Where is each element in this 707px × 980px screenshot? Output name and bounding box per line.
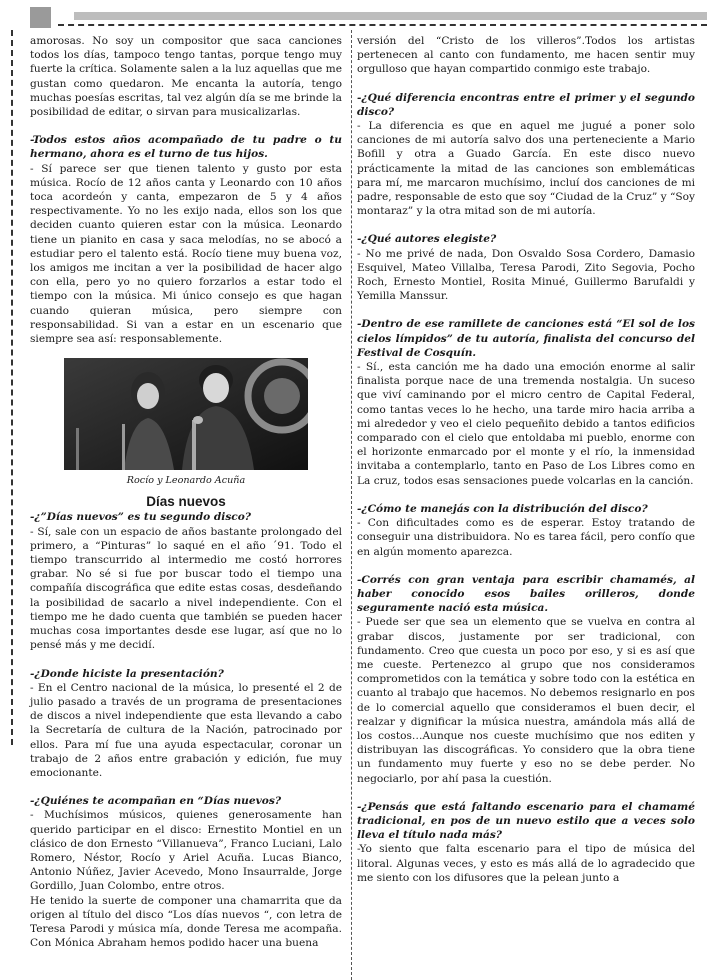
right-column bbox=[357, 34, 695, 885]
column-divider bbox=[351, 30, 352, 980]
body-paragraph: He tenido la suerte de componer una chamarrita que da origen al título del disco “Los días nuevos “, con letra de Teresa Parodi y música mía, donde Teresa me acompaña. Con Mónica Abraham hemos podido hacer una buena bbox=[30, 894, 342, 950]
body-paragraph: -Yo siento que falta escenario para el tipo de música del litoral. Algunas veces, y esto es más allá de lo agradecido que me siento con los difusores que la pelean junto a bbox=[357, 843, 695, 884]
left-dashed-rule bbox=[11, 30, 13, 745]
body-paragraph: - En el Centro nacional de la música, lo presenté el 2 de julio pasado a través de un programa de presentaciones de discos a nivel independiente que esta llevando a cabo la Secretaría de cultura de la Nación, patrocinado por ellos. Para mí fue una ayuda espectacular, coronar un trabajo de 2 años entre grabación y edición, fue muy emocionante. bbox=[30, 681, 342, 779]
body-paragraph: versión del “Cristo de los villeros”.Todos los artistas pertenecen al canto con fundamento, me hacen sentir muy orgulloso que hayan compartido conmigo este trabajo. bbox=[357, 35, 695, 76]
interview-question: -¿Qué diferencia encontras entre el primer y el segundo disco? bbox=[357, 91, 695, 118]
body-paragraph: - Sí, sale con un espacio de años bastante prolongado del primero, a “Pinturas” lo saqué en el año ´91. Todo el tiempo transcurrido al intermedio me costó horrores grabar. No sé si fue por buscar todo el tiempo una compañía discográfica que edite estas cosas, desdeñando la posibilidad de sacarlo a nivel independiente. Con el tiempo me he dado cuenta que también se pueden hacer muchas cosa importantes desde ese lugar, así que no lo pensé más y me decidí. bbox=[30, 525, 342, 652]
interview-question: -Dentro de ese ramillete de canciones está “El sol de los cielos límpidos” de tu autoría, finalista del concurso del Festival de Cosquín. bbox=[357, 318, 695, 359]
body-paragraph: amorosas. No soy un compositor que saca canciones todos los días, tampoco tengo tantas, porque tengo muy fuerte la crítica. Solamente salen a la luz aquellas que me gustan como quedaron. Me encanta la autoría, tengo muchas poesías escritas, tal vez algún día se me brinde la posibilidad de editar, o sirvan para musicalizarlas. bbox=[30, 35, 342, 119]
body-paragraph: - La diferencia es que en aquel me jugué a poner solo canciones de mi autoría salvo dos una perteneciente a Mario Bofill y otra a Guado García. En este disco nuevo prácticamente la mitad de las canciones son emblemáticas para mí, me marcaron muchísimo, incluí dos canciones de mi padre, responsable de esto que soy “Ciudad de la Cruz” y “Soy montaraz” y la otra mitad son de mi autoría. bbox=[357, 120, 696, 218]
photo-rocio-leonardo bbox=[64, 358, 308, 470]
body-paragraph: - Sí parece ser que tienen talento y gusto por esta música. Rocío de 12 años canta y Leonardo con 10 años toca acordeón y canta, empezaron de 5 y 4 años respectivamente. Yo no les exijo nada, ellos son los que deciden cuanto quieren estar con la música. Leonardo tiene un pianito en casa y saca melodías, no se abocó a estudiar pero el talento está. Rocío tiene muy buena voz, los amigos me incitan a ver la posibilidad de hacer algo con ella, pero yo no quiero forzarlos a estar todo el tiempo con la música. Mi único consejo es que hagan cuando quieran música, pero siempre con responsabilidad. Si van a estar en un escenario que siempre sea así: responsablemente. bbox=[30, 162, 342, 346]
left-column bbox=[30, 34, 342, 950]
body-paragraph: - Sí., esta canción me ha dado una emoción enorme al salir finalista porque nace de una tremenda nostalgia. Un suceso que viví caminando por el micro centro de Capital Federal, como tantas veces lo he hecho, una tarde miro hacia arriba a mi alrededor y veo el cielo pequeñito debido a tantos edificios comparado con el cielo que entoldaba mi pueblo, enorme con el horizonte enmarcado por el monte y el río, la inmensidad invitaba a contemplarlo, tanto en Paso de Los Libres como en La cruz, todos esas sensaciones puede volcarlas en la canción. bbox=[357, 361, 695, 487]
interview-question: -¿Qué autores elegiste? bbox=[357, 233, 497, 246]
body-paragraph: - Puede ser que sea un elemento que se vuelva en contra al grabar discos, justamente por ser tradicional, con fundamento. Creo que cuesta un poco por eso, y si es así que me cueste. Pertenezco al grupo que nos consideramos comprometidos con la temática y sobre todo con la estética en cuanto al trabajo que hacemos. No debemos resignarlo en pos de lo comercial aquello que consideramos el buen decir, el realzar y dignificar la música nuestra, amándola más allá de los costos…Aunque nos cueste muchísimo que nos editen y distribuyan las discográficas. Yo considero que la obra tiene un fundamento muy fuerte y eso no se debe perder. No negociarlo, por ahí pasa la cuestión. bbox=[357, 616, 695, 785]
header-dashed-rule bbox=[58, 24, 707, 26]
section-title: Días nuevos bbox=[146, 494, 226, 510]
interview-question: -¿Donde hiciste la presentación? bbox=[30, 667, 224, 680]
interview-question: -¿Quiénes te acompañan en “Días nuevos? bbox=[30, 795, 282, 808]
body-paragraph: - No me privé de nada, Don Osvaldo Sosa Cordero, Damasio Esquivel, Mateo Villalba, Teresa Parodi, Zito Segovia, Pocho Roch, Ernesto Montiel, Rosita Minué, Guillermo Barufaldi y Yemilla Manssur. bbox=[357, 247, 695, 303]
interview-question: -¿”Días nuevos” es tu segundo disco? bbox=[30, 511, 252, 524]
body-paragraph: - Muchísimos músicos, quienes generosamente han querido participar en el disco: Ernestito Montiel en un clásico de don Ernesto “Villanueva”, Franco Luciani, Lalo Romero, Néstor, Rocío y Ariel Acuña. Lucas Bianco, Antonio Núñez, Javier Acevedo, Mono Insaurralde, Jorge Gordillo, Juan Colombo, entre otros. bbox=[30, 809, 342, 893]
body-paragraph: - Con dificultades como es de esperar. Estoy tratando de conseguir una distribuidora. No es tarea fácil, pero confío que en algún momento aparezca. bbox=[357, 517, 695, 558]
interview-question: -¿Cómo te manejás con la distribución del disco? bbox=[357, 502, 648, 515]
header-bar bbox=[74, 12, 707, 20]
photo-caption: Rocío y Leonardo Acuña bbox=[126, 475, 246, 487]
corner-block bbox=[30, 7, 51, 28]
interview-question: -Corrés con gran ventaja para escribir chamamés, al haber conocido esos bailes orilleros, donde seguramente nació esta música. bbox=[357, 573, 695, 615]
interview-question: -¿Pensás que está faltando escenario para el chamamé tradicional, en pos de un nuevo estilo que a veces solo lleva el título nada más? bbox=[357, 800, 695, 842]
interview-question: -Todos estos años acompañado de tu padre o tu hermano, ahora es el turno de tus hijos. bbox=[30, 134, 342, 161]
